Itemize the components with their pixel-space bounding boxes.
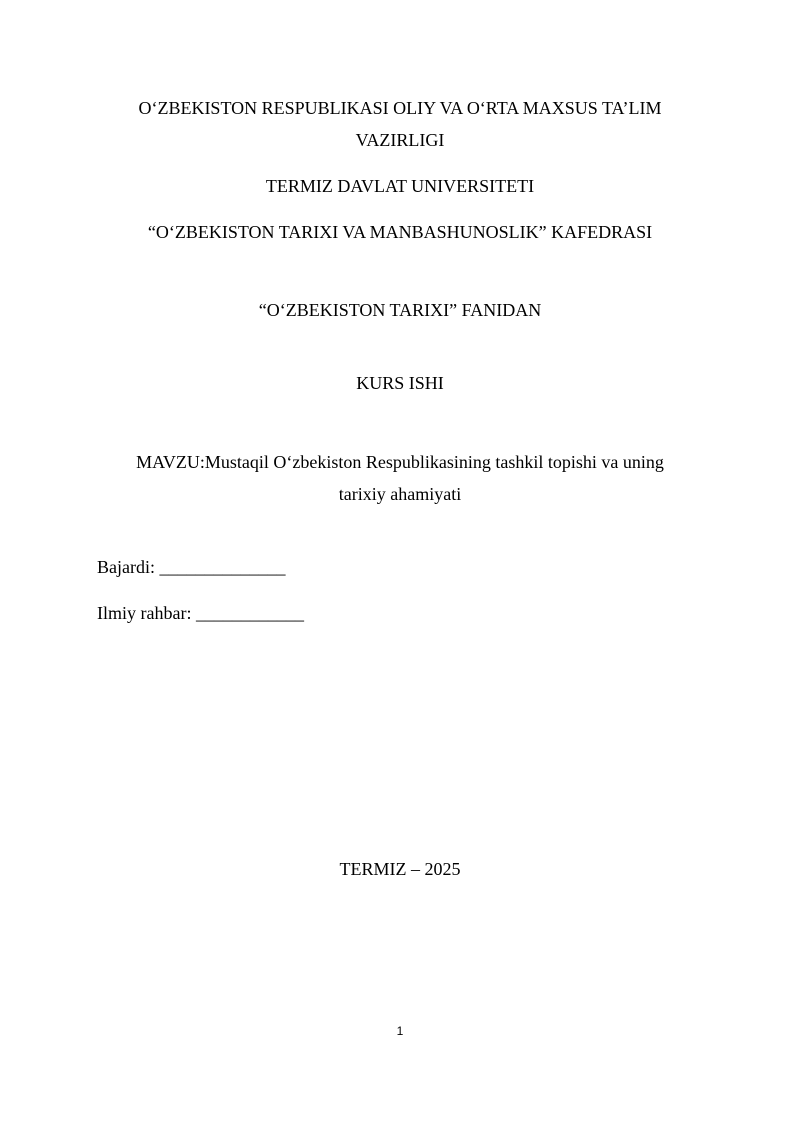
- university-name: TERMIZ DAVLAT UNIVERSITETI: [265, 176, 535, 196]
- topic-line2: tarixiy ahamiyati: [338, 484, 462, 504]
- page-number: 1: [396, 1024, 404, 1038]
- performer-field: Bajardi: ______________: [97, 557, 286, 577]
- department-name: “O‘ZBEKISTON TARIXI VA MANBASHUNOSLIK” KAFEDRASI: [147, 222, 653, 242]
- ministry-title-line2: VAZIRLIGI: [355, 130, 445, 150]
- ministry-title-line1: O‘ZBEKISTON RESPUBLIKASI OLIY VA O‘RTA MAXSUS TA’LIM: [138, 98, 662, 118]
- city-year: TERMIZ – 2025: [339, 859, 461, 879]
- supervisor-field: Ilmiy rahbar: ____________: [97, 603, 304, 623]
- work-type-title: KURS ISHI: [356, 373, 444, 393]
- topic-line1: MAVZU:Mustaqil O‘zbekiston Respublikasining tashkil topishi va uning: [136, 452, 664, 472]
- subject-title: “O‘ZBEKISTON TARIXI” FANIDAN: [258, 300, 542, 320]
